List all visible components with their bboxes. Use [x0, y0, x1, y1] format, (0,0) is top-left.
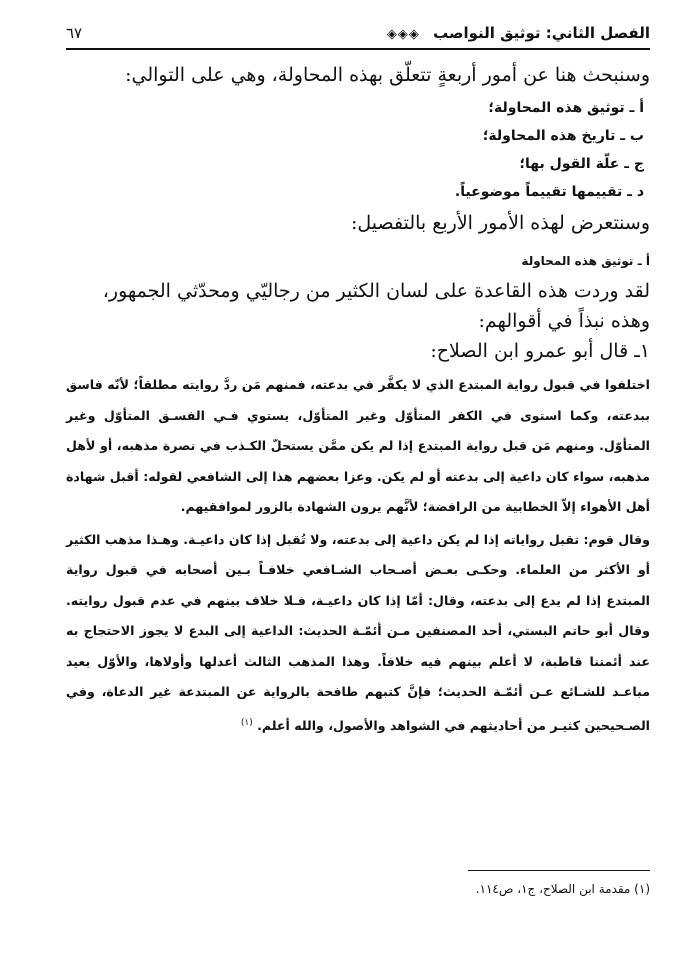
- quote-paragraph-1: اختلفوا في قبول رواية المبتدع الذي لا يكفَّر في بدعته، فمنهم مَن ردَّ روايته مطلقاً؛ لأنّه فاسق ببدعته، وكما استوى في الكفر المتأوّل وغير المتأوّل، يستوي فـي الفسـق المتأوّل وغير المتأوّل. ومنهم مَن قبل رواية المبتدع إذا لم يكن ممَّن يستحلّ الكـذب في نصرة مذهبه، أو لأهل مذهبه، سواء كان داعية إلى بدعته أو لم يكن. وعزا بعضهم هذا إلى الشافعي لقوله: أقبل شهادة أهل الأهواء إلاّ الخطابية من الرافضة؛ لأنَّهم يرون الشهادة بالزور لموافقيهم.: [66, 377, 650, 514]
- list-item: ج ـ علّة القول بها؛: [519, 156, 644, 172]
- section-intro-paragraph: لقد وردت هذه القاعدة على لسان الكثير من رجاليّي ومحدّثي الجمهور، وهذه نبذاً في أقوالهم:: [102, 280, 650, 332]
- chapter-title-text: الفصل الثاني: توثيق النواصب: [433, 24, 650, 42]
- chapter-title: [387, 24, 650, 42]
- list-item: أ ـ توثيق هذه المحاولة؛: [488, 100, 644, 116]
- quote-paragraph-2-text: وقال قوم: تقبل رواياته إذا لم يكن داعية إلى بدعته، ولا تُقبل إذا كان داعيـة. وهـذا مذهب الكثير أو الأكثر من العلماء. وحكـى بعـض أصـحاب الشـافعي خلافـاً بـين أصحابه في قبول رواية المبتدع إذا لم يدع إلى بدعته، وقال: أمّا إذا كان داعيـة، فـلا خلاف بينهم في عدم قبول روايته. وقال أبو حاتم البستي، أحد المصنفين مـن أئمّـة الحديث: الداعية إلى البدع لا يجوز الاحتجاج به عند أئمتنا قاطبة، لا أعلم بينهم فيه خلافاً. وهذا المذهب الثالث أعدلها وأولاها، والأوّل بعيد مباعـد للشـائع عـن أئمّـة الحديث؛ فإنَّ كتبهم طافحة بالرواية عن المبتدعة غير الدعاة، وفي الصـحيحين كثيـر من أحاديثهم في الشواهد والأصول، والله أعلم.: [66, 531, 650, 733]
- section-heading: أ ـ توثيق هذه المحاولة: [521, 254, 650, 268]
- topics-list: [66, 94, 650, 206]
- footnote-divider: [468, 870, 650, 871]
- footnote-marker: (١): [240, 717, 253, 728]
- list-item: ب ـ تاريخ هذه المحاولة؛: [482, 128, 644, 144]
- page-number: ٦٧: [66, 24, 83, 42]
- sub-heading: ١ـ قال أبو عمرو ابن الصلاح:: [430, 340, 650, 362]
- transition-paragraph: وسنتعرض لهذه الأمور الأربع بالتفصيل:: [351, 212, 650, 234]
- ornament-icon: ◈◈◈: [386, 27, 420, 42]
- quote-paragraph-2: [66, 525, 650, 742]
- footnote: (١) مقدمة ابن الصلاح، ج١، ص١١٤.: [475, 882, 650, 896]
- list-item: د ـ تقييمها تقييماً موضوعياً.: [454, 184, 644, 200]
- page-header: [66, 22, 650, 50]
- intro-paragraph: وسنبحث هنا عن أمور أربعةٍ تتعلّق بهذه المحاولة، وهي على التوالي:: [125, 64, 650, 86]
- document-page: [66, 22, 650, 922]
